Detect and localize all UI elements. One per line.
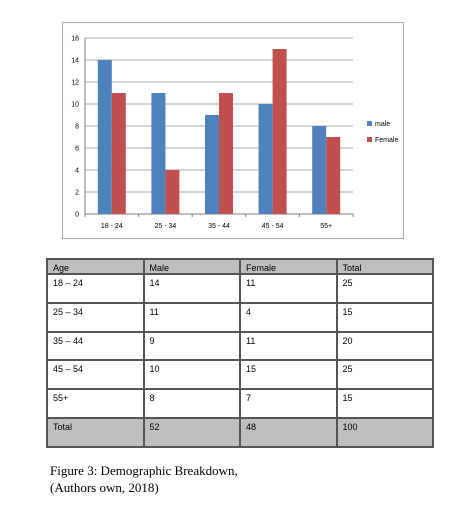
table-row [47, 303, 433, 332]
figure-caption [50, 462, 430, 496]
bar-male [98, 60, 112, 214]
header-age: Age [47, 259, 144, 274]
caption-line-2: (Authors own, 2018) [50, 480, 159, 495]
caption-line-1: Figure 3: Demographic Breakdown, [50, 463, 238, 478]
bar-female [326, 137, 340, 214]
total-female: 48 [240, 418, 337, 447]
cell-total: 25 [337, 360, 434, 389]
chart-frame [62, 22, 404, 239]
y-tick-label: 16 [71, 35, 79, 43]
header-total: Total [337, 259, 434, 274]
total-total: 100 [337, 418, 434, 447]
table-row [47, 274, 433, 303]
x-tick-label: 25 - 34 [154, 223, 177, 230]
cell-male: 8 [144, 389, 241, 418]
bar-female [165, 170, 179, 214]
x-tick-label: 35 - 44 [208, 223, 230, 230]
table-header-row [47, 259, 433, 274]
y-tick-label: 0 [75, 211, 79, 219]
cell-total: 25 [337, 274, 434, 303]
cell-age: 35 – 44 [47, 332, 144, 361]
table-total-row [47, 418, 433, 447]
table-row [47, 389, 433, 418]
y-tick-label: 8 [75, 123, 79, 131]
table-row [47, 332, 433, 361]
y-tick-label: 6 [75, 145, 79, 153]
cell-female: 4 [240, 303, 337, 332]
y-tick-label: 12 [71, 79, 79, 87]
header-female: Female [240, 259, 337, 274]
bar-male [312, 126, 326, 214]
bar-female [273, 49, 287, 214]
bar-female [112, 93, 126, 214]
header-male: Male [144, 259, 241, 274]
cell-female: 11 [240, 274, 337, 303]
bar-chart [63, 23, 405, 240]
bar-male [259, 104, 273, 214]
cell-age: 25 – 34 [47, 303, 144, 332]
cell-female: 15 [240, 360, 337, 389]
x-tick-label: 45 - 54 [261, 223, 284, 230]
demographic-table [46, 258, 434, 448]
cell-female: 11 [240, 332, 337, 361]
cell-male: 9 [144, 332, 241, 361]
y-tick-label: 14 [71, 57, 79, 65]
y-tick-label: 2 [75, 189, 79, 197]
legend-swatch [367, 121, 372, 126]
cell-age: 55+ [47, 389, 144, 418]
cell-total: 15 [337, 389, 434, 418]
cell-age: 18 – 24 [47, 274, 144, 303]
cell-male: 14 [144, 274, 241, 303]
total-label: Total [47, 418, 144, 447]
legend-label: male [375, 121, 391, 128]
cell-total: 20 [337, 332, 434, 361]
table-row [47, 360, 433, 389]
cell-total: 15 [337, 303, 434, 332]
bar-female [219, 93, 233, 214]
cell-male: 11 [144, 303, 241, 332]
bar-male [205, 115, 219, 214]
x-tick-label: 18 - 24 [100, 223, 123, 230]
total-male: 52 [144, 418, 241, 447]
y-tick-label: 10 [71, 101, 79, 109]
x-tick-label: 55+ [320, 223, 333, 230]
legend-swatch [367, 137, 372, 142]
cell-male: 10 [144, 360, 241, 389]
bar-male [151, 93, 165, 214]
cell-female: 7 [240, 389, 337, 418]
cell-age: 45 – 54 [47, 360, 144, 389]
legend-label: Female [375, 137, 399, 144]
y-tick-label: 4 [75, 167, 79, 175]
